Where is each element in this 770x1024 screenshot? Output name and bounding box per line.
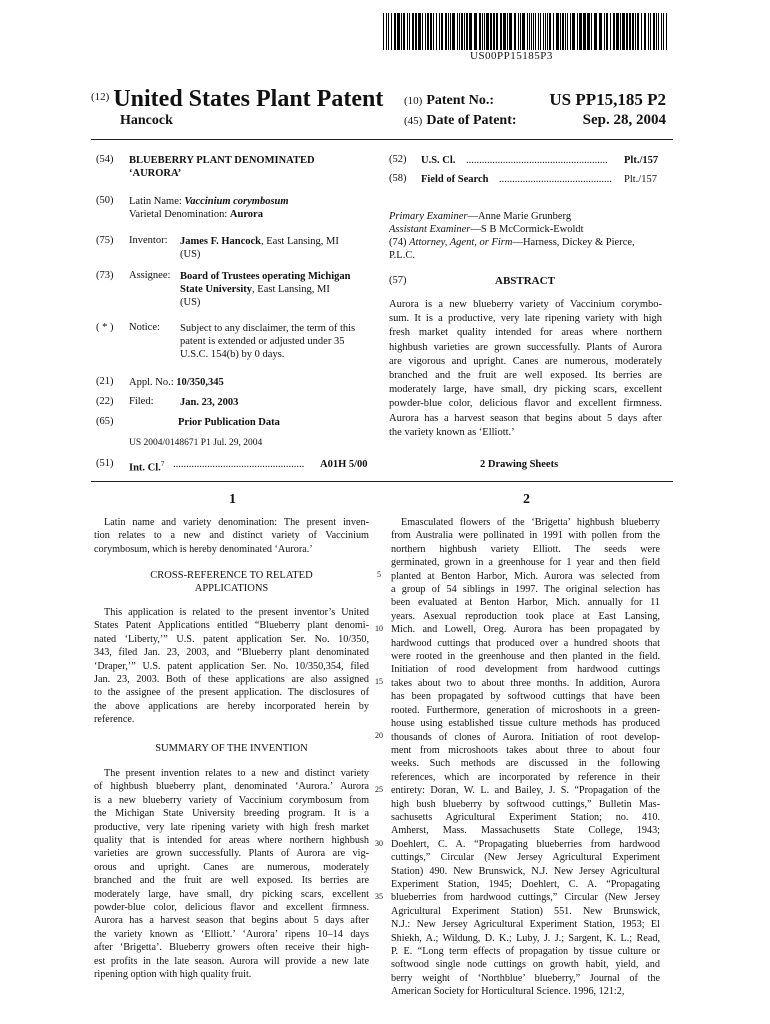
field-code-10: (10) (404, 95, 423, 107)
text-line: ‘Draper,’” U.S. patent application Ser. No. 10/350,354, filed (94, 660, 369, 672)
text-line: planted at Benton Harbor, Mich. Aurora was selected from (391, 570, 660, 582)
field-code-45: (45) (404, 115, 423, 127)
assignee-university: State University (180, 284, 253, 295)
int-cl-text: Int. Cl. (129, 462, 161, 474)
text-line: were rooted in the greenhouse and then planted in the field. (391, 651, 660, 663)
varietal-value: Aurora (229, 209, 263, 220)
primary-examiner (389, 210, 571, 223)
field-code-73: (73) (96, 270, 114, 281)
date-label-row (404, 113, 517, 129)
text-line: berry weight of ‘Northblue’ blueberry,” Journal of the (391, 972, 660, 984)
notice-text (180, 322, 372, 361)
notice-code: ( * ) (96, 322, 114, 333)
text-line: Aurora has a harvest season that begins about 5 days after (94, 915, 369, 927)
text-line: ripening option with high quality fruit. (94, 969, 252, 981)
prior-publication-value: US 2004/0148671 P1 Jul. 29, 2004 (129, 438, 263, 448)
header-inventor: Hancock (120, 113, 173, 128)
abstract-line: are vigorous and upright. Canes are numerous, moderately (389, 355, 662, 367)
text-line: been evaluated at Benton Harbor, Mich. annually for 11 (391, 597, 660, 609)
patent-no-label: Patent No.: (426, 93, 494, 108)
field-code-58: (58) (389, 173, 407, 184)
text-line: Amherst, Mass. Massachusetts State College, 1943; (391, 825, 660, 837)
field-code-75: (75) (96, 235, 114, 246)
field-code-22: (22) (96, 396, 114, 407)
field-code-54: (54) (96, 154, 114, 165)
field-code-12: (12) (91, 91, 110, 103)
us-cl-label: U.S. Cl. (421, 155, 456, 166)
patent-type-heading (91, 86, 383, 113)
appl-number: 10/350,345 (176, 377, 224, 388)
text-line: Mich. and Lowell, Oreg. Aurora has been propagated by (391, 624, 660, 636)
assistant-examiner-name: —S B McCormick-Ewoldt (470, 224, 584, 235)
text-line: after ‘Brigetta’. Blueberry growers often receive their high- (94, 942, 369, 954)
text-line: blueberries from hardwood cuttings,” Circular (New Jersey (391, 892, 660, 904)
text-line: States Patent Applications entitled “Blueberry plant denomi- (94, 620, 369, 632)
text-line: years. Asexual reproduction took place at East Lansing, (391, 610, 660, 622)
primary-examiner-label: Primary Examiner (389, 211, 468, 222)
field-of-search-value: Plt./157 (624, 174, 657, 185)
text-line: from Australia were pollinated in 1991 with pollen from the (391, 530, 660, 542)
text-line: orous and upright. Canes are numerous, moderately (94, 861, 369, 873)
filed-label: Filed: (129, 396, 154, 407)
text-line: high bush blueberry by softwood cuttings,” Bulletin Mas- (391, 798, 660, 810)
publication-number: US00PP15185P3 (470, 50, 553, 62)
text-line: productive, very late ripening variety with high fresh market (94, 821, 369, 833)
text-line: is a new blueberry variety of Vaccinium corymbosum from (94, 794, 369, 806)
us-cl-leader: ...................................................... (466, 155, 608, 166)
assignee-country: (US) (180, 297, 201, 308)
field-of-search-leader: ........................................... (499, 174, 612, 185)
line-number: 30 (375, 838, 383, 848)
text-line: American Society for Horticultural Science. 1996, 121:2, (391, 986, 625, 998)
attorney-label: Attorney, Agent, or Firm (409, 237, 513, 248)
text-line: Jan. 23, 2003. Both of these applications are also assigned (94, 674, 369, 686)
abstract-line: the variety known as ‘Elliott.’ (389, 426, 515, 438)
summary-paragraph (94, 767, 369, 982)
line-number: 25 (375, 784, 383, 794)
assistant-examiner-label: Assistant Examiner (389, 224, 471, 235)
line-number: 10 (375, 623, 383, 633)
line-number: 5 (377, 570, 381, 579)
text-line: sachusetts Agricultural Experiment Station; no. 410. (391, 811, 660, 823)
us-cl-value: Plt./157 (624, 155, 659, 166)
date-label: Date of Patent: (426, 113, 517, 128)
abstract-line: sum. It is a productive, very late ripening variety with high (389, 313, 662, 325)
column-number-1: 1 (229, 492, 236, 507)
inventor-name: James F. Hancock (180, 236, 261, 247)
text-line: cuttings,” Circular (New Jersey Agricultural Experiment (391, 852, 660, 864)
abstract-line: fresh market quality intended for areas where northern (389, 327, 662, 339)
text-line: germinated, grown in a greenhouse for 1 year and then field (391, 557, 660, 569)
text-line: the variety known as ‘Elliott.’ ‘Aurora’ ripens 10–14 days (94, 928, 369, 940)
int-cl-label (129, 458, 164, 475)
int-cl-leader: .................................................. (173, 459, 305, 470)
text-line: softwood single node cuttings on growth habit, yield, and (391, 959, 660, 971)
attorney-name-line-2: P.L.C. (389, 250, 415, 261)
patent-date: Sep. 28, 2004 (582, 112, 666, 128)
field-code-52: (52) (389, 154, 407, 165)
text-line: entirety: Doran, W. L. and Bailey, J. S. “Propagation of the (391, 785, 660, 797)
text-line: moderately large, have small, dry picking scars, excellent (94, 888, 369, 900)
text-line: Station) 490. New Brunswick, N.J. New Jersey Agricultural (391, 865, 660, 877)
notice-line-3: U.S.C. 154(b) by 0 days. (180, 349, 285, 360)
inventor-country: (US) (180, 249, 201, 260)
text-line: the Michigan State University breeding program. It is a (94, 808, 369, 820)
text-line: 343, filed Jan. 23, 2003, and “Blueberry plant denominated (94, 647, 369, 659)
description-paragraph (391, 516, 660, 999)
text-line: takes about two to about three months. In addition, Aurora (391, 677, 660, 689)
text-line: This application is related to the present inventor’s United (104, 607, 369, 618)
text-line: rooted. Furthermore, generation of microshoots in a green- (391, 704, 660, 716)
abstract-line: highbush varieties are grown successfully. Plants of Aurora (389, 341, 662, 353)
patent-no-label-row (404, 93, 494, 109)
text-line: tion relates to a new and distinct variety of Vaccinium (94, 530, 369, 542)
assistant-examiner (389, 223, 584, 236)
text-line: of highbush blueberry plant, denominated ‘Aurora.’ Aurora (94, 781, 369, 793)
abstract-line: moderately large, have small, dry picking scars, excellent (389, 384, 662, 396)
inventor-label: Inventor: (129, 235, 168, 246)
int-cl-value: A01H 5/00 (317, 458, 368, 471)
varietal-label: Varietal Denomination: (129, 209, 228, 220)
field-of-search-label: Field of Search (421, 174, 489, 185)
text-line: The present invention relates to a new and distinct variety (104, 768, 369, 779)
crossref-heading-line-2: APPLICATIONS (194, 583, 269, 594)
crossref-heading (94, 569, 369, 595)
text-line: the above applications are hereby incorporated herein by (94, 700, 369, 712)
inventor-location: , East Lansing, MI (261, 236, 339, 247)
title-line-2: ‘AURORA’ (129, 168, 182, 179)
int-cl-edition: 7 (160, 460, 165, 468)
assignee-label: Assignee: (129, 270, 171, 281)
text-line: references, which are incorporated by reference in their (391, 771, 660, 783)
text-line: hardwood cuttings that produced over a hundred shoots that (391, 637, 660, 649)
text-line: est profits in the late season. Aurora will provide a new late (94, 955, 369, 967)
primary-examiner-name: —Anne Marie Grunberg (467, 211, 572, 222)
text-line: powder-blue color, delicious flavor and excellent firmness. (94, 902, 369, 914)
text-line: Initiation of rood development from hardwood cuttings (391, 664, 660, 676)
varietal-row (129, 208, 263, 221)
abstract-text (389, 298, 662, 440)
assignee-line-2 (180, 283, 330, 296)
field-code-57: (57) (389, 275, 407, 286)
abstract-heading: ABSTRACT (495, 275, 555, 287)
assignee-location: , East Lansing, MI (252, 284, 330, 295)
crossref-paragraph (94, 606, 369, 727)
prior-publication-heading: Prior Publication Data (178, 417, 280, 428)
text-line: northern highbush variety Elliott. The seeds were (391, 543, 660, 555)
summary-heading: SUMMARY OF THE INVENTION (155, 743, 308, 754)
text-line: Experiment Station, 1945; Doehlert, C. A. “Propagating (391, 878, 660, 890)
text-line: Shiekh, A.; Wildung, D. K.; Luby, J. J.; Sargent, K. L.; Read, (391, 932, 660, 944)
latin-name-value: Vaccinium corymbosum (184, 196, 289, 207)
field-code-65: (65) (96, 416, 114, 427)
assignee-line-1: Board of Trustees operating Michigan (180, 271, 351, 282)
field-code-50: (50) (96, 195, 114, 206)
text-line: weeks. Such methods are discussed in the following (391, 758, 660, 770)
latin-name-row (129, 195, 289, 208)
notice-label: Notice: (129, 322, 160, 333)
text-line: quality that is intended for areas where northern highbush (94, 835, 369, 847)
text-line: a group of 54 siblings in 1997. The original selection has (391, 584, 660, 596)
text-line: Agricultural Experiment Station) 551. New Brunswick, (391, 905, 660, 917)
text-line: thousands of clones of Aurora. Initiation of root develop- (391, 731, 660, 743)
text-line: branched and the fruit are well exposed. Its berries are (94, 875, 369, 887)
title-line-1: BLUEBERRY PLANT DENOMINATED (129, 155, 315, 166)
crossref-heading-line-1: CROSS-REFERENCE TO RELATED (150, 570, 313, 581)
text-line: corymbosum, which is hereby denominated ‘Aurora.’ (94, 543, 313, 555)
column-number-2: 2 (523, 492, 530, 507)
text-line: Emasculated flowers of the ‘Brigetta’ highbush blueberry (401, 517, 660, 528)
appl-row (129, 376, 224, 389)
text-line: to the assignee of the present application. The disclosures of (94, 687, 369, 699)
patent-type-title: United States Plant Patent (113, 86, 384, 112)
abstract-line: Aurora has a harvest season that begins about 5 days after (389, 412, 662, 424)
barcode (383, 13, 667, 50)
text-line: reference. (94, 714, 135, 726)
abstract-line: powder-blue color, delicious flavor and excellent firmness. (389, 398, 662, 410)
text-line: house using established tissue culture methods has produced (391, 718, 660, 730)
text-line: Latin name and variety denomination: The present inven- (104, 517, 369, 528)
abstract-line: Aurora is a new blueberry variety of Vaccinium corymbo- (389, 299, 662, 310)
text-line: P. E. “Long term effects of propagation by tissue culture or (391, 946, 660, 957)
text-line: Doehlert, C. A. “Propagating blueberries from hardwood (391, 838, 660, 850)
abstract-line: branched and the fruit are well exposed. Its berries are (389, 370, 662, 382)
patent-number: US PP15,185 P2 (549, 90, 666, 109)
field-code-21: (21) (96, 376, 114, 387)
filed-date: Jan. 23, 2003 (180, 397, 239, 408)
attorney-row (389, 236, 635, 249)
header-rule (91, 139, 673, 140)
text-line: has been propagated by softwood cuttings that have been (391, 691, 660, 703)
text-line: ment from microshoots takes about three to about four (391, 744, 660, 756)
line-number: 20 (375, 731, 383, 741)
latin-name-label: Latin Name: (129, 196, 182, 207)
text-line: N.J.: New Jersey Agricultural Experiment Station, 1953; El (391, 919, 660, 931)
field-code-51: (51) (96, 458, 114, 469)
text-line: varieties are grown successfully. Plants of Aurora are vig- (94, 848, 369, 860)
text-line: nated ‘Liberty,’” U.S. patent application Ser. No. 10/350, (94, 633, 369, 645)
line-number: 15 (375, 677, 383, 687)
field-code-74: (74) (389, 237, 407, 248)
inventor-row (180, 235, 339, 248)
intro-paragraph (94, 516, 369, 556)
drawing-sheets: 2 Drawing Sheets (480, 459, 559, 470)
line-number: 35 (375, 892, 383, 902)
appl-label: Appl. No.: (129, 377, 174, 388)
notice-line-2: patent is extended or adjusted under 35 (180, 336, 345, 347)
attorney-name: —Harness, Dickey & Pierce, (512, 237, 635, 248)
section-rule (91, 481, 673, 482)
notice-line-1: Subject to any disclaimer, the term of this (180, 323, 356, 334)
